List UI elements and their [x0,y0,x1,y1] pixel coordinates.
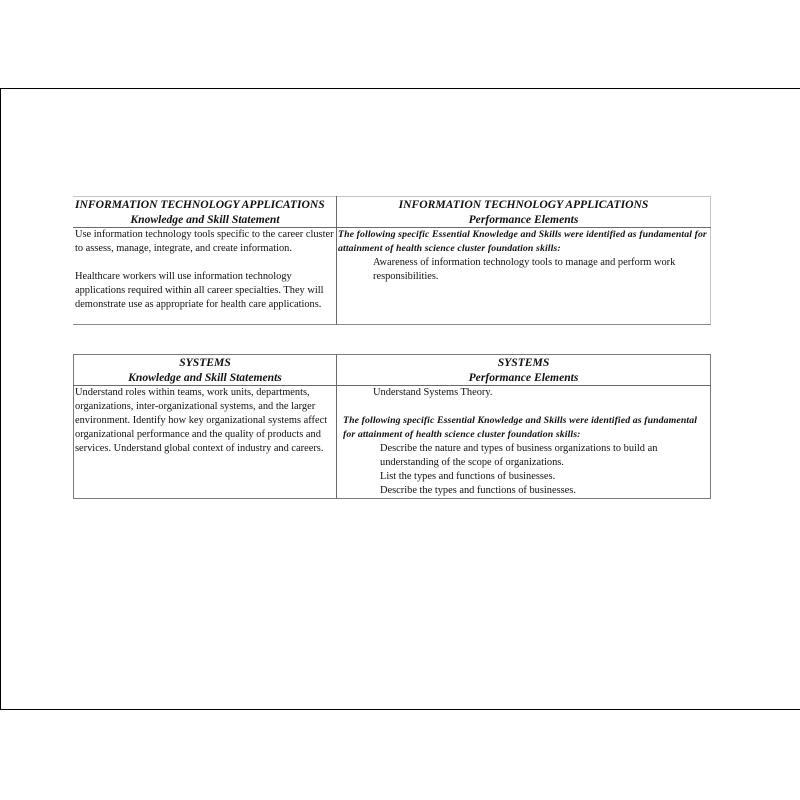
statement-paragraph: Use information technology tools specific to the career cluster to assess, manage, integrate, and create information. [75,229,334,254]
header-subtitle: Performance Elements [468,371,579,384]
table-header-row [74,355,711,386]
it-applications-table [73,196,711,325]
performance-elements-cell [337,386,711,499]
header-title: SYSTEMS [497,356,550,369]
essential-skills-intro: The following specific Essential Knowledge and Skills were identified as fundamental for attainment of health science cluster foundation skills: [338,229,707,254]
performance-item: Describe the types and functions of businesses. [380,485,576,496]
essential-skills-intro: The following specific Essential Knowledge and Skills were identified as fundamental for attainment of health science cluster foundation skills: [343,415,698,440]
statement-paragraph: Healthcare workers will use information technology applications required within all career specialties. They will demonstrate use as appropriate for health care applications. [75,271,324,310]
knowledge-skill-header [74,197,337,228]
header-title: INFORMATION TECHNOLOGY APPLICATIONS [398,198,649,211]
header-title: INFORMATION TECHNOLOGY APPLICATIONS [75,198,325,211]
performance-elements-cell [337,228,711,325]
performance-item: Awareness of information technology tools to manage and perform work responsibilities. [373,257,676,282]
performance-elements-header [337,197,711,228]
performance-elements-header [337,355,711,386]
header-subtitle: Knowledge and Skill Statements [128,371,282,384]
knowledge-skill-cell [74,228,337,325]
header-subtitle: Performance Elements [468,213,579,226]
knowledge-skill-cell [74,386,337,499]
header-subtitle: Knowledge and Skill Statement [130,213,280,226]
performance-item: List the types and functions of businesses. [380,471,556,482]
table-body-row [74,228,711,325]
performance-item: Describe the nature and types of business organizations to build an understanding of the scope of organizations. [380,443,658,468]
table-header-row [74,197,711,228]
knowledge-skill-header [74,355,337,386]
table-body-row [74,386,711,499]
systems-table [73,354,711,499]
performance-item: Understand Systems Theory. [373,387,493,398]
statement-paragraph: Understand roles within teams, work units, departments, organizations, inter-organizational systems, and the larger environment. Identify how key organizational systems affect organizational performance and the quality of products and services. Understand global context of industry and careers. [75,387,328,454]
header-title: SYSTEMS [179,356,231,369]
